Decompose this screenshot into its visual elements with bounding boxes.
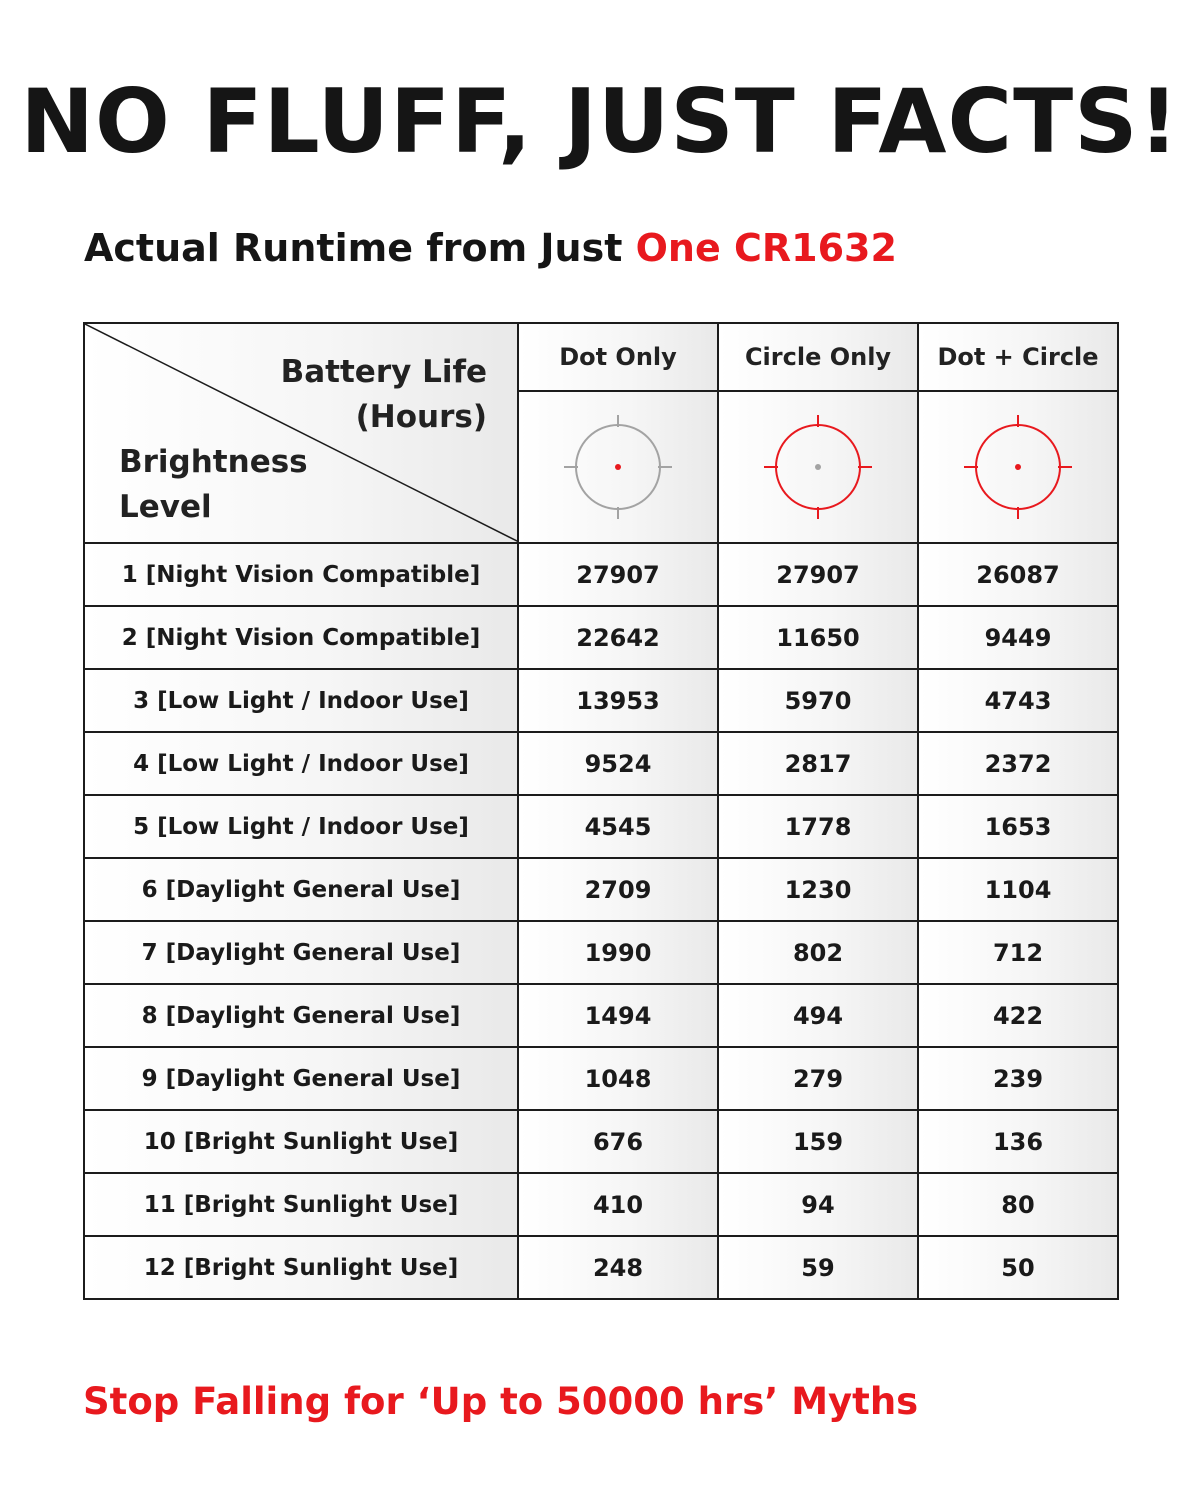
brightness-level-cell: 6 [Daylight General Use] (84, 858, 518, 921)
dot-only-value: 4545 (518, 795, 718, 858)
circle-only-value: 159 (718, 1110, 918, 1173)
table-row (84, 543, 1118, 606)
dot-only-value: 2709 (518, 858, 718, 921)
red-circle-red-dot-reticle-icon (958, 407, 1078, 527)
brightness-level-line-1: Brightness (119, 444, 308, 480)
dot-only-value: 13953 (518, 669, 718, 732)
brightness-level-cell: 4 [Low Light / Indoor Use] (84, 732, 518, 795)
table-row (84, 921, 1118, 984)
table-row (84, 1173, 1118, 1236)
battery-life-label (281, 350, 487, 440)
column-header-circle-only: Circle Only (718, 323, 918, 391)
circle-only-value: 94 (718, 1173, 918, 1236)
table-row (84, 1110, 1118, 1173)
dot-only-value: 27907 (518, 543, 718, 606)
footer-tagline: Stop Falling for ‘Up to 50000 hrs’ Myths (83, 1380, 919, 1423)
brightness-level-cell: 3 [Low Light / Indoor Use] (84, 669, 518, 732)
subtitle (84, 226, 897, 270)
circle-only-value: 11650 (718, 606, 918, 669)
dot-circle-value: 9449 (918, 606, 1118, 669)
headline: NO FLUFF, JUST FACTS! (20, 70, 1180, 173)
dot-only-value: 9524 (518, 732, 718, 795)
dot-only-value: 248 (518, 1236, 718, 1299)
header-row (84, 323, 1118, 391)
table-row (84, 669, 1118, 732)
table-row (84, 606, 1118, 669)
dot-circle-value: 26087 (918, 543, 1118, 606)
corner-header-cell (84, 323, 518, 543)
brightness-level-cell: 5 [Low Light / Indoor Use] (84, 795, 518, 858)
circle-only-value: 5970 (718, 669, 918, 732)
dot-circle-value: 136 (918, 1110, 1118, 1173)
dot-only-value: 1494 (518, 984, 718, 1047)
dot-circle-value: 4743 (918, 669, 1118, 732)
dot-only-value: 410 (518, 1173, 718, 1236)
dot-circle-value: 80 (918, 1173, 1118, 1236)
dot-circle-value: 2372 (918, 732, 1118, 795)
table-row (84, 1236, 1118, 1299)
dot-only-value: 1990 (518, 921, 718, 984)
brightness-level-cell: 9 [Daylight General Use] (84, 1047, 518, 1110)
dot-circle-value: 422 (918, 984, 1118, 1047)
brightness-level-cell: 12 [Bright Sunlight Use] (84, 1236, 518, 1299)
circle-only-value: 494 (718, 984, 918, 1047)
subtitle-prefix: Actual Runtime from Just (84, 226, 636, 270)
circle-only-value: 59 (718, 1236, 918, 1299)
dot-circle-value: 50 (918, 1236, 1118, 1299)
column-header-dot-circle: Dot + Circle (918, 323, 1118, 391)
brightness-level-cell: 10 [Bright Sunlight Use] (84, 1110, 518, 1173)
dot-circle-value: 1653 (918, 795, 1118, 858)
circle-only-value: 802 (718, 921, 918, 984)
dot-circle-value: 239 (918, 1047, 1118, 1110)
dot-only-value: 22642 (518, 606, 718, 669)
dot-circle-value: 712 (918, 921, 1118, 984)
table-row (84, 984, 1118, 1047)
table-row (84, 858, 1118, 921)
circle-only-value: 1230 (718, 858, 918, 921)
circle-only-value: 27907 (718, 543, 918, 606)
table-row (84, 1047, 1118, 1110)
table-row (84, 732, 1118, 795)
brightness-level-cell: 11 [Bright Sunlight Use] (84, 1173, 518, 1236)
dot-only-value: 676 (518, 1110, 718, 1173)
brightness-level-cell: 1 [Night Vision Compatible] (84, 543, 518, 606)
dot-circle-icon-cell (918, 391, 1118, 543)
dot-only-icon-cell (518, 391, 718, 543)
battery-life-line-2: (Hours) (355, 399, 487, 435)
circle-only-value: 2817 (718, 732, 918, 795)
brightness-level-cell: 2 [Night Vision Compatible] (84, 606, 518, 669)
brightness-level-cell: 8 [Daylight General Use] (84, 984, 518, 1047)
red-circle-gray-dot-reticle-icon (758, 407, 878, 527)
dot-only-value: 1048 (518, 1047, 718, 1110)
battery-life-line-1: Battery Life (280, 354, 487, 390)
dot-circle-value: 1104 (918, 858, 1118, 921)
brightness-level-line-2: Level (119, 489, 212, 525)
circle-only-value: 279 (718, 1047, 918, 1110)
column-header-dot-only: Dot Only (518, 323, 718, 391)
subtitle-accent: One CR1632 (635, 226, 897, 270)
runtime-table (83, 322, 1119, 1300)
table-row (84, 795, 1118, 858)
circle-only-icon-cell (718, 391, 918, 543)
brightness-level-cell: 7 [Daylight General Use] (84, 921, 518, 984)
gray-circle-red-dot-reticle-icon (558, 407, 678, 527)
circle-only-value: 1778 (718, 795, 918, 858)
brightness-level-label (119, 440, 308, 530)
